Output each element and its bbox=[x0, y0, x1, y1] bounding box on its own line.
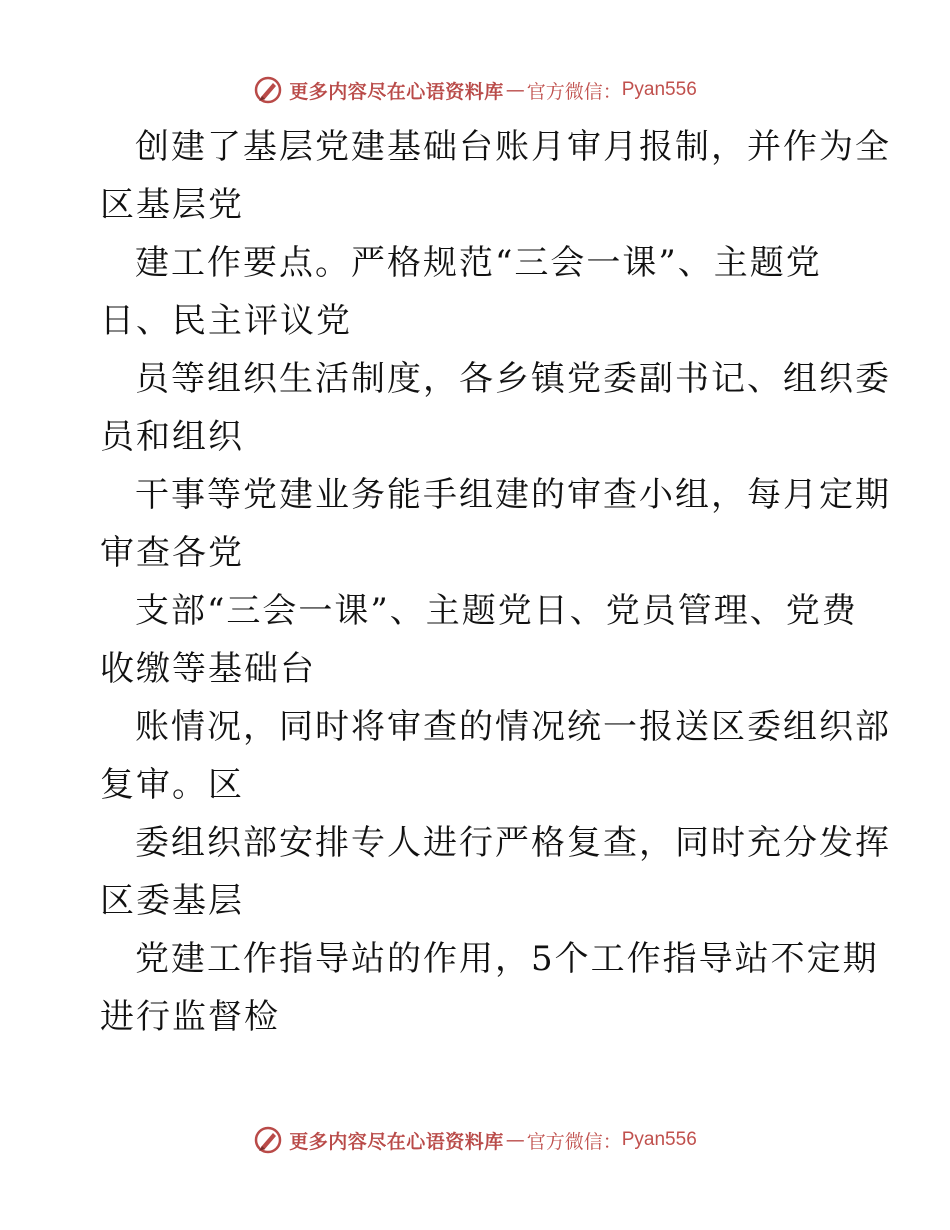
body-line: 党建工作指导站的作用，5个工作指导站不定期 bbox=[135, 939, 879, 979]
body-line: 支部“三会一课”、主题党日、党员管理、党费 bbox=[135, 591, 858, 631]
body-line: 干事等党建业务能手组建的审查小组，每月定期 bbox=[135, 475, 891, 515]
banner-wechat-id: Pyan556 bbox=[621, 79, 697, 100]
body-line: 日、民主评议党 bbox=[100, 301, 352, 341]
banner-wechat-label: 官方微信： bbox=[526, 80, 622, 103]
body-line: 员和组织 bbox=[100, 417, 244, 457]
header-banner bbox=[0, 70, 950, 110]
body-line: 账情况，同时将审查的情况统一报送区委组织部 bbox=[135, 707, 891, 747]
body-line: 收缴等基础台 bbox=[100, 649, 316, 689]
body-line: 复审。区 bbox=[100, 765, 244, 805]
banner-separator: — bbox=[505, 79, 525, 101]
body-line: 建工作要点。严格规范“三会一课”、主题党 bbox=[135, 243, 822, 283]
body-line: 区基层党 bbox=[100, 185, 244, 225]
body-line: 进行监督检 bbox=[100, 997, 280, 1037]
document-body bbox=[100, 118, 891, 1046]
banner-wechat-id: Pyan556 bbox=[621, 1129, 697, 1150]
banner-wechat-label: 官方微信： bbox=[526, 1130, 622, 1153]
body-line: 区委基层 bbox=[100, 881, 244, 921]
body-line: 创建了基层党建基础台账月审月报制，并作为全 bbox=[135, 127, 891, 167]
banner-separator: — bbox=[505, 1129, 525, 1151]
body-line: 委组织部安排专人进行严格复查，同时充分发挥 bbox=[135, 823, 891, 863]
footer-banner bbox=[0, 1120, 950, 1160]
body-line: 员等组织生活制度，各乡镇党委副书记、组织委 bbox=[135, 359, 891, 399]
body-line: 审查各党 bbox=[100, 533, 244, 573]
banner-title: 更多内容尽在心语资料库 bbox=[289, 80, 504, 103]
pen-circle-logo-icon bbox=[253, 1125, 283, 1155]
pen-circle-logo-icon bbox=[253, 75, 283, 105]
banner-title: 更多内容尽在心语资料库 bbox=[289, 1130, 504, 1153]
